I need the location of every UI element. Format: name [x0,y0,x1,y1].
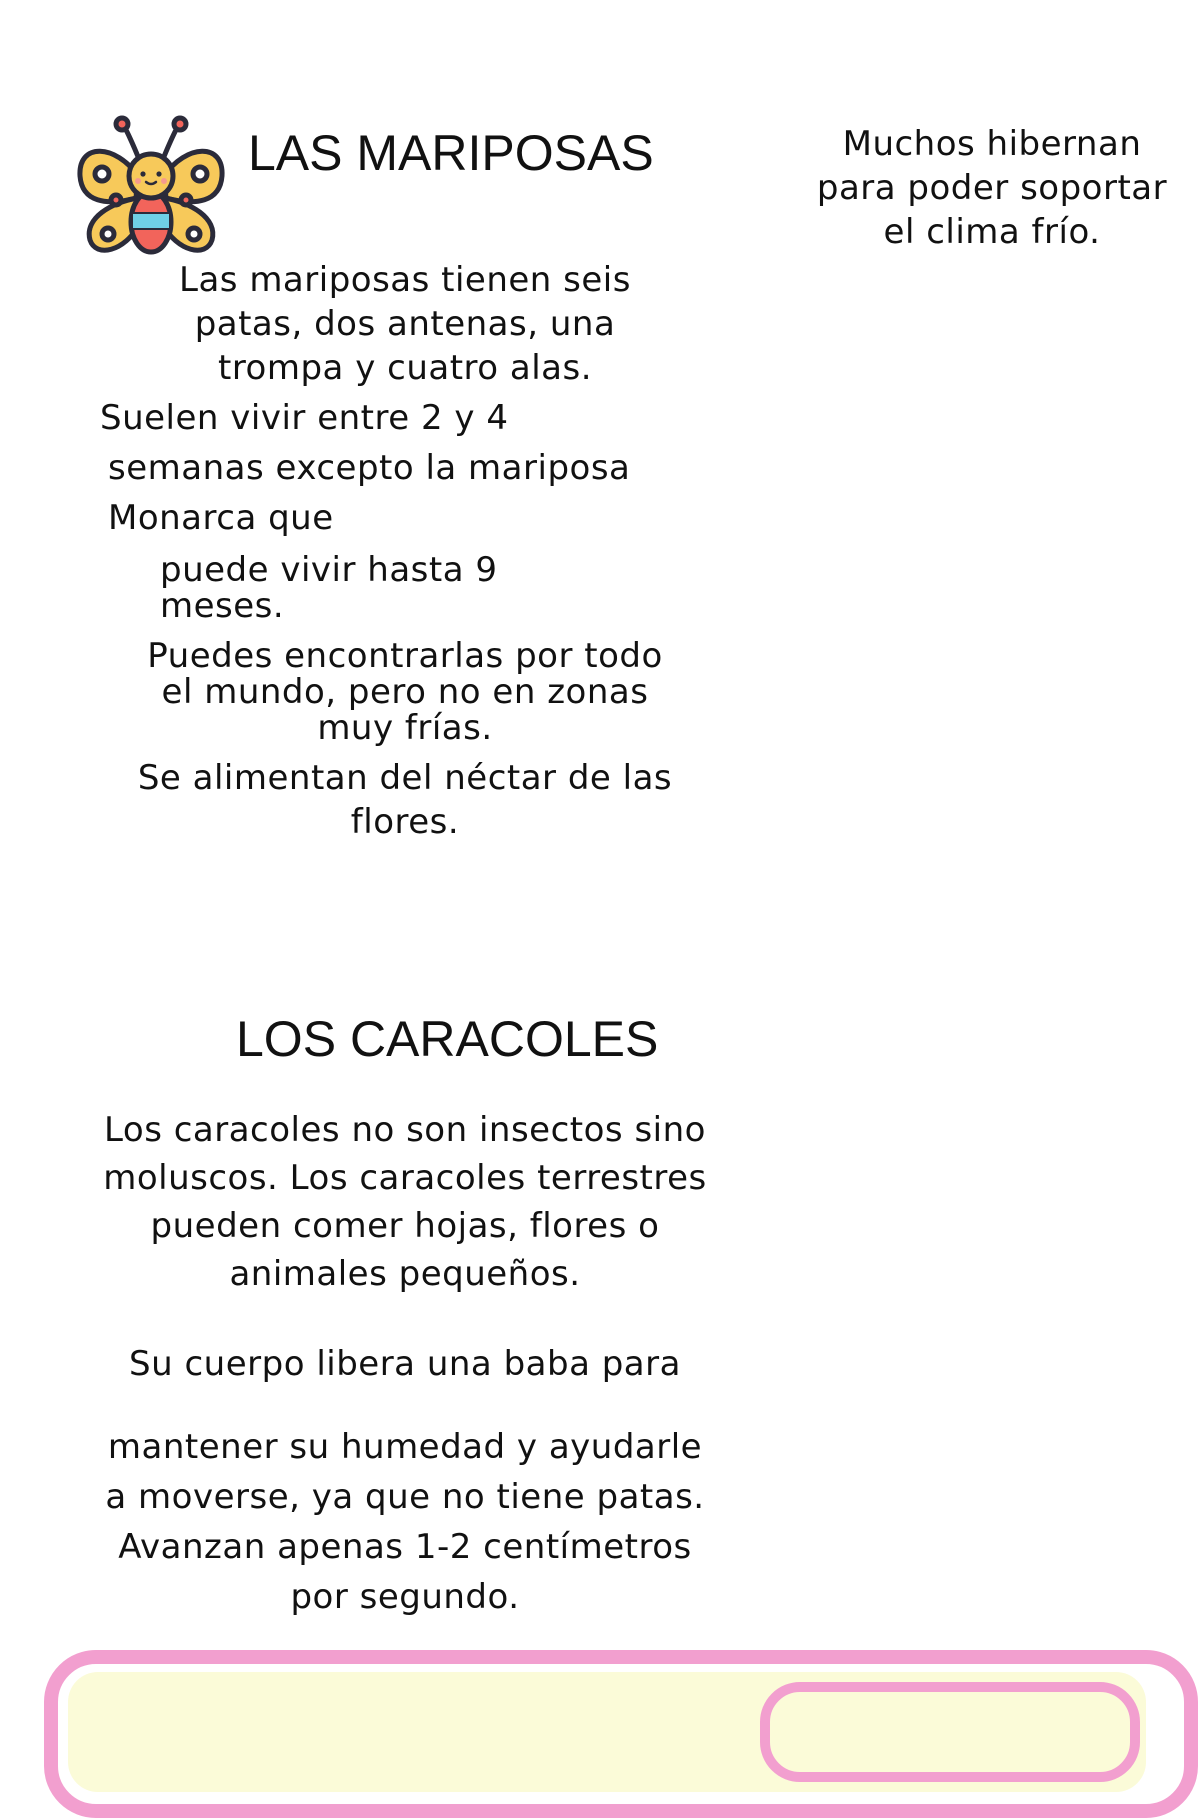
butterflies-para-lifespan-line3: Monarca que [108,498,334,538]
butterflies-side-note: Muchos hibernan para poder soportar el clima frío. [816,124,1168,252]
butterfly-icon [76,114,226,260]
butterflies-para-lifespan-line2: semanas excepto la mariposa [108,448,631,488]
snails-para-slime: Su cuerpo libera una baba para [129,1344,681,1384]
snails-para-movement: mantener su humedad y ayudarle a moverse, ya que no tiene patas. Avanzan apenas 1-2 centímetros por segundo. [105,1427,705,1617]
snails-title: LOS CARACOLES [236,1011,659,1067]
snails-para-diet: Los caracoles no son insectos sino moluscos. Los caracoles terrestres pueden comer hojas, flores o animales pequeños. [103,1110,707,1294]
butterflies-title: LAS MARIPOSAS [248,125,654,181]
butterflies-para-diet: Se alimentan del néctar de las flores. [137,758,673,842]
butterflies-para-monarca: puede vivir hasta 9 meses. [160,550,498,626]
butterflies-para-anatomy: Las mariposas tienen seis patas, dos antenas, una trompa y cuatro alas. [179,260,631,388]
bottom-pink-pill [760,1682,1140,1782]
butterflies-para-habitat: Puedes encontrarlas por todo el mundo, pero no en zonas muy frías. [147,636,663,748]
butterflies-para-lifespan-line1: Suelen vivir entre 2 y 4 [100,398,509,438]
